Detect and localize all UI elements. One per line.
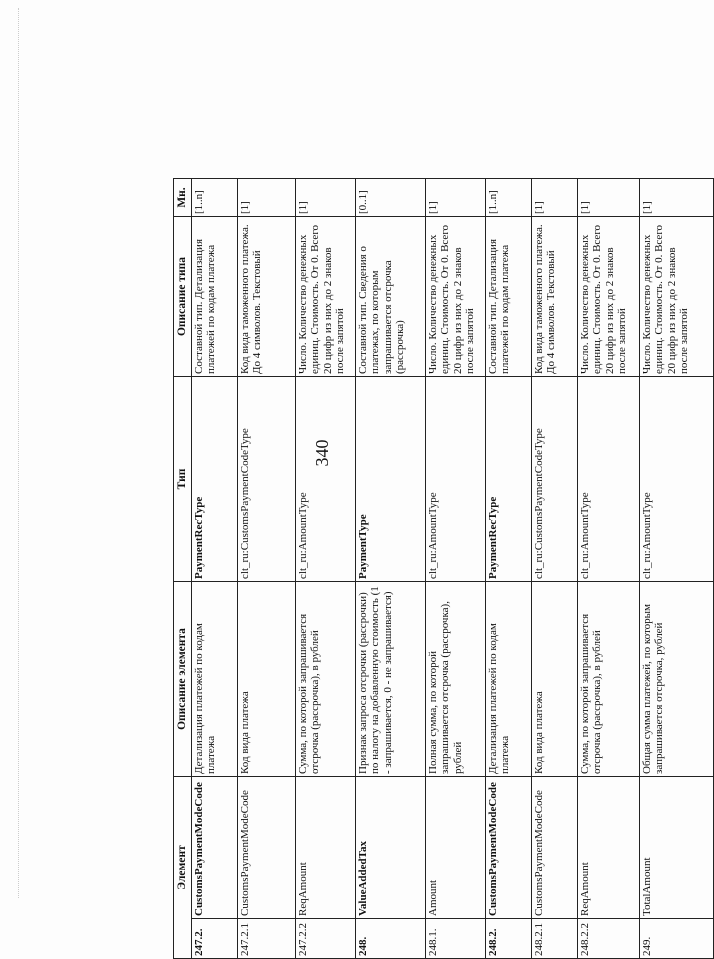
- table-row: [531, 178, 577, 958]
- row-number: 247.2.1: [237, 919, 295, 959]
- type-description: Число. Количество денежных единиц. Стоимость. От 0. Всего 20 цифр из них до 2 знаков после запятой: [295, 216, 355, 376]
- multiplicity: [1]: [531, 178, 577, 216]
- header-type: Тип: [174, 376, 192, 581]
- element-description: Детализация платежей по кодам платежа: [191, 581, 237, 776]
- table-row: [577, 178, 639, 958]
- type-description: Код вида таможенного платежа. До 4 символов. Текстовый: [237, 216, 295, 376]
- type-description: Код вида таможенного платежа. До 4 символов. Текстовый: [531, 216, 577, 376]
- element-spec-table: [173, 178, 714, 959]
- header-multiplicity: Мн.: [174, 178, 192, 216]
- table-row: [425, 178, 485, 958]
- element-type: PaymentRecType: [191, 376, 237, 581]
- page-number: 340: [312, 439, 332, 467]
- element-description: Общая сумма платежей, по которым запрашивается отсрочка, рублей: [639, 581, 713, 776]
- type-description: Составной тип. Детализация платежей по кодам платежа: [485, 216, 531, 376]
- header-type-description: Описание типа: [174, 216, 192, 376]
- table-body: [191, 178, 713, 958]
- multiplicity: [1]: [295, 178, 355, 216]
- element-name: ReqAmount: [577, 776, 639, 918]
- element-description: Сумма, по которой запрашивается отсрочка (рассрочка), в рублей: [577, 581, 639, 776]
- multiplicity: [0..1]: [355, 178, 425, 216]
- table-row: [191, 178, 237, 958]
- row-number: 248.2.: [485, 919, 531, 959]
- multiplicity: [1]: [577, 178, 639, 216]
- scan-edge-line: [18, 8, 22, 898]
- element-name: ReqAmount: [295, 776, 355, 918]
- row-number: 248.2.1: [531, 919, 577, 959]
- type-description: Число. Количество денежных единиц. Стоимость. От 0. Всего 20 цифр из них до 2 знаков после запятой: [425, 216, 485, 376]
- element-name: CustomsPaymentModeCode: [485, 776, 531, 918]
- element-description: Полная сумма, по которой запрашивается отсрочка (рассрочка), рублей: [425, 581, 485, 776]
- element-type: clt_ru:AmountType: [639, 376, 713, 581]
- element-type: PaymentType: [355, 376, 425, 581]
- table-row: [485, 178, 531, 958]
- multiplicity: [1]: [425, 178, 485, 216]
- element-type: clt_ru:CustomsPaymentCodeType: [531, 376, 577, 581]
- element-name: Amount: [425, 776, 485, 918]
- multiplicity: [1]: [639, 178, 713, 216]
- row-number: 247.2.: [191, 919, 237, 959]
- table-row: [237, 178, 295, 958]
- table-row: [639, 178, 713, 958]
- row-number: 247.2.2: [295, 919, 355, 959]
- multiplicity: [1..n]: [191, 178, 237, 216]
- multiplicity: [1..n]: [485, 178, 531, 216]
- type-description: Число. Количество денежных единиц. Стоимость. От 0. Всего 20 цифр из них до 2 знаков после запятой: [577, 216, 639, 376]
- row-number: 248.: [355, 919, 425, 959]
- table-header-row: [174, 178, 192, 958]
- element-type: clt_ru:CustomsPaymentCodeType: [237, 376, 295, 581]
- row-number: 249.: [639, 919, 713, 959]
- element-type: clt_ru:AmountType: [295, 376, 355, 581]
- type-description: Составной тип. Детализация платежей по кодам платежа: [191, 216, 237, 376]
- element-name: CustomsPaymentModeCode: [237, 776, 295, 918]
- type-description: Число. Количество денежных единиц. Стоимость. От 0. Всего 20 цифр из них до 2 знаков после запятой: [639, 216, 713, 376]
- row-number: 248.1.: [425, 919, 485, 959]
- table-row: [295, 178, 355, 958]
- element-name: TotalAmount: [639, 776, 713, 918]
- element-description: Код вида платежа: [237, 581, 295, 776]
- multiplicity: [1]: [237, 178, 295, 216]
- element-type: clt_ru:AmountType: [577, 376, 639, 581]
- rotated-table-container: [173, 179, 690, 959]
- type-description: Составной тип. Сведения о платежах, по которым запрашивается отсрочка (рассрочка): [355, 216, 425, 376]
- element-type: PaymentRecType: [485, 376, 531, 581]
- row-number: 248.2.2: [577, 919, 639, 959]
- header-element: Элемент: [174, 776, 192, 958]
- element-name: ValueAddedTax: [355, 776, 425, 918]
- element-type: clt_ru:AmountType: [425, 376, 485, 581]
- element-name: CustomsPaymentModeCode: [531, 776, 577, 918]
- element-description: Код вида платежа: [531, 581, 577, 776]
- element-description: Детализация платежей по кодам платежа: [485, 581, 531, 776]
- element-name: CustomsPaymentModeCode: [191, 776, 237, 918]
- header-element-description: Описание элемента: [174, 581, 192, 776]
- element-description: Признак запроса отсрочки (рассрочки) по налогу на добавленную стоимость (1 - запрашивается, 0 - не запрашивается): [355, 581, 425, 776]
- table-row: [355, 178, 425, 958]
- element-description: Сумма, по которой запрашивается отсрочка (рассрочка), в рублей: [295, 581, 355, 776]
